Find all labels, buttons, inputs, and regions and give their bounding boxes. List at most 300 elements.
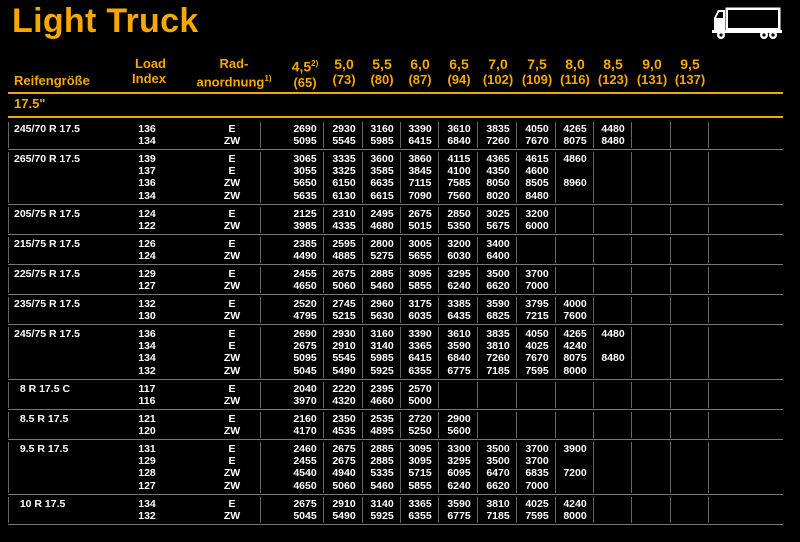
- cell-value: 6240: [447, 479, 471, 492]
- load-value-cell: [556, 123, 594, 147]
- cell-value: 2910: [332, 340, 356, 353]
- column-separator: [400, 412, 401, 438]
- load-value-cell: [363, 238, 401, 262]
- column-separator: [400, 297, 401, 323]
- load-value-cell: [325, 208, 363, 232]
- load-value-cell: [325, 268, 363, 292]
- cell-value: 3795: [525, 298, 549, 310]
- rad-anordnung-cell: [212, 498, 252, 522]
- column-separator: [516, 207, 517, 233]
- cell-value: 7595: [525, 364, 549, 377]
- cell-value: 3900: [563, 443, 587, 455]
- cell-value: 5060: [332, 479, 356, 492]
- column-separator: [260, 327, 261, 378]
- load-value-cell: [401, 153, 439, 202]
- load-value-cell: [325, 238, 363, 262]
- cell-value: 6615: [370, 189, 394, 202]
- load-value-cell: [440, 238, 478, 262]
- rad-anordnung-cell: [212, 238, 252, 262]
- column-separator: [555, 122, 556, 148]
- load-value-cell: [401, 268, 439, 292]
- table-row: [8, 205, 783, 235]
- column-separator: [400, 237, 401, 263]
- column-separator: [593, 497, 594, 523]
- cell-value: 3845: [408, 165, 432, 178]
- cell-value: 2885: [370, 443, 394, 455]
- cell-value: 3325: [332, 165, 356, 178]
- tire-size: 8.5 R 17.5: [14, 413, 69, 425]
- column-separator: [477, 122, 478, 148]
- cell-value: 6835: [525, 467, 549, 480]
- cell-value: 6840: [447, 135, 471, 148]
- cell-value: 6775: [447, 510, 471, 523]
- load-value-cell: [479, 298, 517, 322]
- cell-value: 8480: [601, 135, 625, 148]
- cell-value: 3500: [486, 455, 510, 468]
- column-separator: [400, 327, 401, 378]
- speed-index: (109): [521, 72, 553, 87]
- cell-value: 3600: [370, 153, 394, 165]
- column-separator: [323, 122, 324, 148]
- cell-value: 8075: [563, 135, 587, 148]
- column-separator: [438, 152, 439, 203]
- load-value-cell: [440, 298, 478, 322]
- cell-value: 3390: [408, 123, 432, 135]
- cell-value: 4490: [293, 250, 317, 263]
- column-separator: [260, 497, 261, 523]
- column-separator: [323, 207, 324, 233]
- row-divider: [8, 524, 783, 525]
- column-separator: [708, 267, 709, 293]
- load-value-cell: [518, 208, 556, 232]
- cell-value: 4025: [525, 498, 549, 510]
- column-separator: [477, 297, 478, 323]
- cell-value: 3860: [408, 153, 432, 165]
- cell-value: 3095: [408, 268, 432, 280]
- column-separator: [516, 237, 517, 263]
- cell-value: 5000: [408, 395, 432, 408]
- column-separator: [323, 382, 324, 408]
- column-separator: [708, 497, 709, 523]
- cell-value: 3500: [486, 443, 510, 455]
- speed-value: 9,0: [642, 56, 662, 72]
- column-separator: [670, 207, 671, 233]
- cell-value: 3160: [370, 123, 394, 135]
- cell-value: 3200: [447, 238, 471, 250]
- cell-value: 6000: [525, 220, 549, 233]
- cell-value: 3300: [447, 443, 471, 455]
- cell-value: 3700: [525, 455, 549, 468]
- column-separator: [438, 497, 439, 523]
- cell-value: 5600: [447, 425, 471, 438]
- cell-value: 3160: [370, 328, 394, 340]
- column-separator: [631, 327, 632, 378]
- cell-value: E: [228, 328, 236, 340]
- cell-value: 8020: [486, 189, 510, 202]
- speed-header-4: [439, 56, 479, 88]
- cell-value: 4680: [370, 220, 394, 233]
- cell-value: 4240: [563, 340, 587, 353]
- cell-value: 132: [138, 364, 156, 377]
- column-separator: [631, 412, 632, 438]
- cell-value: ZW: [223, 425, 241, 438]
- rad-header-line1: Rad-: [219, 56, 249, 71]
- load-value-cell: [286, 153, 324, 202]
- column-separator: [323, 152, 324, 203]
- load-value-cell: [518, 498, 556, 522]
- load-value-cell: [363, 328, 401, 377]
- cell-value: 126: [138, 238, 156, 250]
- table-row: [8, 150, 783, 205]
- cell-value: E: [228, 238, 236, 250]
- cell-value: 131: [138, 443, 156, 455]
- tire-size: 235/75 R 17.5: [14, 298, 80, 310]
- speed-header-6: [517, 56, 557, 88]
- column-separator: [362, 412, 363, 438]
- cell-value: 8000: [563, 510, 587, 523]
- cell-value: 6620: [486, 280, 510, 293]
- cell-value: 7000: [525, 479, 549, 492]
- column-separator: [631, 442, 632, 493]
- cell-value: E: [228, 208, 236, 220]
- load-value-cell: [518, 328, 556, 377]
- column-separator: [593, 412, 594, 438]
- cell-value: ZW: [223, 510, 241, 523]
- cell-value: ZW: [223, 310, 241, 323]
- speed-index: (116): [560, 72, 590, 87]
- cell-value: 2960: [370, 298, 394, 310]
- cell-value: E: [228, 165, 236, 178]
- cell-value: 2460: [293, 443, 317, 455]
- column-separator: [555, 327, 556, 378]
- column-separator: [477, 152, 478, 203]
- cell-value: ZW: [223, 479, 241, 492]
- cell-value: 7000: [525, 280, 549, 293]
- column-separator: [593, 297, 594, 323]
- cell-value: ZW: [223, 177, 241, 190]
- load-value-cell: [363, 413, 401, 437]
- cell-value: 127: [138, 280, 156, 293]
- column-separator: [555, 412, 556, 438]
- cell-value: 5650: [293, 177, 317, 190]
- cell-value: 3335: [332, 153, 356, 165]
- column-separator: [593, 327, 594, 378]
- cell-value: 4535: [332, 425, 356, 438]
- column-separator: [555, 237, 556, 263]
- cell-value: 2395: [370, 383, 394, 395]
- column-separator: [438, 327, 439, 378]
- load-value-cell: [556, 298, 594, 322]
- column-separator: [670, 297, 671, 323]
- load-value-cell: [286, 298, 324, 322]
- table-row: [8, 495, 783, 525]
- column-separator: [593, 382, 594, 408]
- column-separator: [438, 237, 439, 263]
- column-separator: [516, 152, 517, 203]
- cell-value: 3835: [486, 328, 510, 340]
- load-value-cell: [518, 123, 556, 147]
- column-separator: [323, 412, 324, 438]
- column-separator: [555, 267, 556, 293]
- cell-value: 2495: [370, 208, 394, 220]
- column-separator: [8, 297, 9, 323]
- cell-value: 4860: [563, 153, 587, 165]
- cell-value: 6470: [486, 467, 510, 480]
- column-separator: [555, 382, 556, 408]
- column-separator: [260, 442, 261, 493]
- cell-value: 3055: [293, 165, 317, 178]
- column-separator: [708, 152, 709, 203]
- cell-value: ZW: [223, 220, 241, 233]
- cell-value: ZW: [223, 135, 241, 148]
- speed-header-7: [555, 56, 595, 88]
- speed-header-10: [670, 56, 710, 88]
- load-value-cell: [325, 328, 363, 377]
- cell-value: 3295: [447, 268, 471, 280]
- cell-value: 7215: [525, 310, 549, 323]
- cell-value: 2595: [332, 238, 356, 250]
- cell-value: 2900: [447, 413, 471, 425]
- cell-value: 4350: [486, 165, 510, 178]
- cell-value: ZW: [223, 189, 241, 202]
- load-value-cell: [325, 498, 363, 522]
- column-separator: [670, 442, 671, 493]
- column-separator: [362, 237, 363, 263]
- load-value-cell: [479, 443, 517, 492]
- load-value-cell: [286, 123, 324, 147]
- speed-footnote: 2): [311, 59, 319, 68]
- cell-value: 3385: [447, 298, 471, 310]
- load-index-cell: [127, 443, 167, 492]
- load-index-header: [118, 56, 166, 86]
- column-separator: [516, 122, 517, 148]
- load-value-cell: [556, 153, 594, 202]
- speed-index: (123): [597, 72, 629, 87]
- load-value-cell: [556, 443, 594, 492]
- cell-value: 7185: [486, 510, 510, 523]
- cell-value: 4940: [332, 467, 356, 480]
- cell-value: 5855: [408, 280, 432, 293]
- cell-value: 4320: [332, 395, 356, 408]
- load-value-cell: [363, 153, 401, 202]
- cell-value: 5925: [370, 364, 394, 377]
- cell-value: 2690: [293, 328, 317, 340]
- column-separator: [400, 207, 401, 233]
- column-separator: [516, 412, 517, 438]
- speed-header-1: [324, 56, 364, 88]
- table-row: [8, 410, 783, 440]
- tire-size: 10 R 17.5: [14, 498, 66, 510]
- cell-value: 6435: [447, 310, 471, 323]
- load-value-cell: [363, 443, 401, 492]
- cell-value: 3140: [370, 340, 394, 353]
- cell-value: 3585: [370, 165, 394, 178]
- cell-value: 3400: [486, 238, 510, 250]
- cell-value: 7260: [486, 352, 510, 365]
- column-separator: [555, 152, 556, 203]
- column-separator: [260, 152, 261, 203]
- column-separator: [400, 267, 401, 293]
- speed-value: 8,5: [603, 56, 623, 72]
- cell-value: 134: [138, 352, 156, 365]
- cell-value: 4265: [563, 328, 587, 340]
- load-value-cell: [325, 413, 363, 437]
- truck-icon: [712, 6, 782, 40]
- load-value-cell: [440, 328, 478, 377]
- cell-value: 7595: [525, 510, 549, 523]
- load-value-cell: [440, 413, 478, 437]
- cell-value: 134: [138, 189, 156, 202]
- column-separator: [593, 152, 594, 203]
- speed-index: (80): [370, 72, 394, 87]
- table-row: [8, 440, 783, 495]
- cell-value: [556, 165, 594, 177]
- table-row: [8, 295, 783, 325]
- cell-value: [556, 455, 594, 467]
- column-separator: [8, 327, 9, 378]
- cell-value: 2220: [332, 383, 356, 395]
- speed-value: 5,0: [334, 56, 354, 72]
- cell-value: 8480: [601, 352, 625, 365]
- cell-value: 4050: [525, 328, 549, 340]
- table-row: [8, 325, 783, 380]
- load-value-cell: [363, 208, 401, 232]
- load-index-cell: [127, 123, 167, 147]
- cell-value: 8050: [486, 177, 510, 190]
- cell-value: 7200: [563, 467, 587, 480]
- column-separator: [362, 122, 363, 148]
- column-separator: [400, 382, 401, 408]
- column-separator: [260, 122, 261, 148]
- tire-size: 215/75 R 17.5: [14, 238, 80, 250]
- cell-value: 5460: [370, 479, 394, 492]
- tire-size: 205/75 R 17.5: [14, 208, 80, 220]
- cell-value: 5460: [370, 280, 394, 293]
- page-title: Light Truck: [12, 2, 199, 40]
- cell-value: 124: [138, 208, 156, 220]
- column-separator: [670, 497, 671, 523]
- cell-value: 4650: [293, 280, 317, 293]
- cell-value: 4615: [525, 153, 549, 165]
- cell-value: E: [228, 443, 236, 455]
- load-index-cell: [127, 208, 167, 232]
- cell-value: 4050: [525, 123, 549, 135]
- cell-value: E: [228, 298, 236, 310]
- cell-value: 5335: [370, 467, 394, 480]
- column-separator: [362, 327, 363, 378]
- cell-value: 2675: [332, 443, 356, 455]
- cell-value: 6035: [408, 310, 432, 323]
- cell-value: 4895: [370, 425, 394, 438]
- column-separator: [438, 267, 439, 293]
- column-separator: [477, 412, 478, 438]
- column-separator: [631, 497, 632, 523]
- cell-value: 4540: [293, 467, 317, 480]
- cell-value: 2455: [293, 455, 317, 468]
- column-separator: [323, 497, 324, 523]
- cell-value: 3985: [293, 220, 317, 233]
- load-value-cell: [363, 383, 401, 407]
- speed-index: (94): [447, 72, 471, 87]
- cell-value: 7560: [447, 189, 471, 202]
- load-value-cell: [440, 498, 478, 522]
- load-value-cell: [286, 268, 324, 292]
- column-separator: [323, 442, 324, 493]
- load-value-cell: [440, 208, 478, 232]
- speed-index: (73): [332, 72, 356, 87]
- column-separator: [323, 327, 324, 378]
- cell-value: 7670: [525, 135, 549, 148]
- load-value-cell: [440, 443, 478, 492]
- load-value-cell: [518, 268, 556, 292]
- column-separator: [631, 267, 632, 293]
- cell-value: 7585: [447, 177, 471, 190]
- cell-value: 5855: [408, 479, 432, 492]
- cell-value: 3700: [525, 443, 549, 455]
- cell-value: 5490: [332, 510, 356, 523]
- load-value-cell: [286, 208, 324, 232]
- cell-value: 3590: [486, 298, 510, 310]
- column-separator: [555, 207, 556, 233]
- load-value-cell: [479, 208, 517, 232]
- cell-value: 5630: [370, 310, 394, 323]
- cell-value: 6355: [408, 510, 432, 523]
- column-separator: [708, 412, 709, 438]
- column-separator: [708, 327, 709, 378]
- column-separator: [708, 382, 709, 408]
- cell-value: E: [228, 153, 236, 165]
- cell-value: 5060: [332, 280, 356, 293]
- speed-value: 5,5: [372, 56, 392, 72]
- column-separator: [477, 497, 478, 523]
- cell-value: 134: [138, 135, 156, 148]
- load-index-cell: [127, 268, 167, 292]
- column-separator: [438, 382, 439, 408]
- cell-value: 6030: [447, 250, 471, 263]
- table-row: [8, 380, 783, 410]
- cell-value: 2675: [332, 268, 356, 280]
- column-separator: [8, 267, 9, 293]
- load-value-cell: [479, 153, 517, 202]
- column-separator: [670, 267, 671, 293]
- load-value-cell: [479, 123, 517, 147]
- cell-value: 116: [138, 395, 156, 408]
- cell-value: ZW: [223, 364, 241, 377]
- cell-value: 5545: [332, 135, 356, 148]
- load-value-cell: [363, 298, 401, 322]
- cell-value: 2125: [293, 208, 317, 220]
- cell-value: 2930: [332, 123, 356, 135]
- speed-index: (102): [482, 72, 514, 87]
- cell-value: 6620: [486, 479, 510, 492]
- column-separator: [593, 207, 594, 233]
- cell-value: [556, 190, 594, 202]
- cell-value: 7600: [563, 310, 587, 323]
- column-separator: [670, 152, 671, 203]
- load-value-cell: [363, 123, 401, 147]
- cell-value: 8960: [563, 177, 587, 190]
- load-value-cell: [325, 298, 363, 322]
- column-separator: [670, 122, 671, 148]
- load-value-cell: [479, 498, 517, 522]
- cell-value: 129: [138, 268, 156, 280]
- load-value-cell: [286, 443, 324, 492]
- column-separator: [670, 327, 671, 378]
- load-index-cell: [127, 383, 167, 407]
- load-value-cell: [286, 413, 324, 437]
- cell-value: 2910: [332, 498, 356, 510]
- cell-value: 4660: [370, 395, 394, 408]
